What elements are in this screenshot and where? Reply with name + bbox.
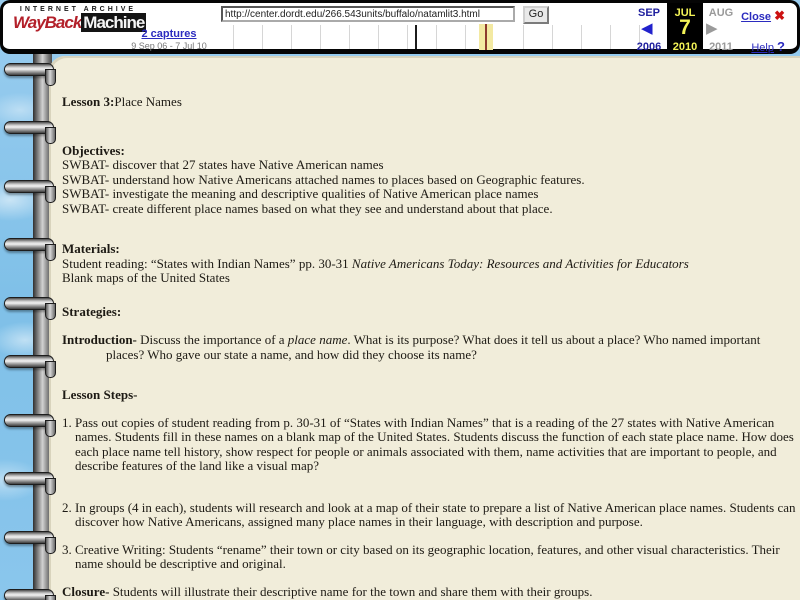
materials-book-title: Native Americans Today: Resources and Activities for Educators [351,255,689,271]
help-link[interactable] [751,39,785,54]
timeline-tick [465,25,466,49]
objectives-heading: Objectives: [62,142,125,158]
current-year-label: 2010 [672,41,698,53]
help-icon: ? [777,39,785,54]
introduction-text-cont: . What is its purpose? What does it tell us about a place? Who named important places? Who gave our state a name, and how did they choose its name? [106,332,761,362]
timeline-tick [291,25,292,49]
timeline-tick [378,25,379,49]
introduction-emphasis: place name [287,332,348,347]
objective-item: SWBAT- understand how Native Americans attached names to places based on Geographic features. [62,171,585,187]
timeline-tick [523,25,524,49]
timeline-tick [262,25,263,49]
prev-month-link[interactable]: SEP [637,7,660,19]
close-toolbar-link[interactable] [741,8,785,24]
captures-date-range: 9 Sep 06 - 7 Jul 10 [131,41,207,51]
timeline-tick [233,25,234,49]
spiral-ring [4,238,54,251]
machine-word: Machine [83,13,145,32]
help-label: Help [751,42,774,54]
materials-heading: Materials: [62,241,120,256]
capture-marker-2006[interactable] [415,25,417,49]
objective-item: SWBAT- create different place names based on what they see and understand about that place. [62,200,553,216]
introduction-paragraph [62,333,796,362]
wayback-word: WayBack [13,13,82,32]
spiral-ring [4,355,54,368]
selected-capture-highlight [479,24,493,50]
spiral-ring [4,63,54,76]
selected-capture-line [485,24,487,50]
strategies-heading-text: Strategies: [62,303,122,319]
timeline-tick [436,25,437,49]
strategies-heading [62,305,796,320]
capture-timeline [228,24,648,50]
captures-link[interactable]: 2 captures [141,28,197,40]
lesson-steps-heading-text: Lesson Steps- [62,387,138,402]
go-button[interactable]: Go [523,6,549,24]
closure-paragraph [62,585,796,600]
objective-item: SWBAT- investigate the meaning and descriptive qualities of Native American place names [62,186,539,201]
captures-block [121,28,217,51]
materials-section [62,242,796,286]
current-day-label: 7 [679,16,691,39]
lesson-number: Lesson 3: [62,94,115,109]
introduction-label: Introduction- [62,332,137,347]
next-month-label: AUG [708,7,734,19]
lesson-document [62,56,796,599]
timeline-tick [581,25,582,49]
internet-archive-label: INTERNET ARCHIVE [19,6,137,13]
spiral-ring [4,472,54,485]
lesson-title: Place Names [114,94,182,109]
spiral-ring [4,297,54,310]
materials-maps: Blank maps of the United States [62,270,230,285]
closure-text: Students will illustrate their descriptive name for the town and share them with their groups. [109,583,593,599]
current-month-label: JUL [674,7,696,19]
spiral-ring [4,121,54,134]
objectives-section [62,144,796,217]
spiral-ring [4,531,54,544]
spiral-ring [4,589,54,600]
archive-url-input[interactable] [221,6,515,22]
spiral-ring [4,180,54,193]
timeline-tick [407,25,408,49]
page-title [62,95,796,110]
lesson-step-2: 2. In groups (4 in each), students will research and look at a map of their state to prepare a list of Native American place names. Students can discover how Native Americans, assigned many place names in their language, with description and purpose. [62,499,796,529]
timeline-tick [610,25,611,49]
timeline-tick [320,25,321,49]
closure-label: Closure- [62,583,110,599]
materials-reading [62,257,796,272]
timeline-tick [552,25,553,49]
next-year-label: 2011 [709,41,733,53]
materials-reading-text: Student reading: “States with Indian Names” pp. 30-31 [62,255,352,271]
lesson-step-1: 1. Pass out copies of student reading from p. 30-31 of “States with Indian Names” that is a reading of the 27 states with Native American names. Students fill in these names on a blank map of the United States. Students discuss the function of each state place name. How does each place name tell history, show respect for people or animals associated with them, name activities that are important to people, and describe features of the land like a visual map? [62,414,794,473]
close-label: Close [741,11,772,23]
timeline-tick [349,25,350,49]
close-icon: ✖ [774,8,785,23]
lesson-steps-heading [62,388,796,403]
prev-capture-arrow-icon[interactable]: ◀ [641,20,653,37]
lesson-step-3: 3. Creative Writing: Students “rename” their town or city based on its geographic location, features, and other visual characteristics. Their name should be descriptive and original. [62,541,780,571]
next-capture-arrow-icon: ▶ [706,20,718,37]
introduction-text: Discuss the importance of a [136,332,288,347]
spiral-ring [4,414,54,427]
objective-item: SWBAT- discover that 27 states have Native American names [62,157,384,172]
wayback-toolbar [0,0,800,54]
prev-year-link[interactable]: 2006 [636,41,662,53]
